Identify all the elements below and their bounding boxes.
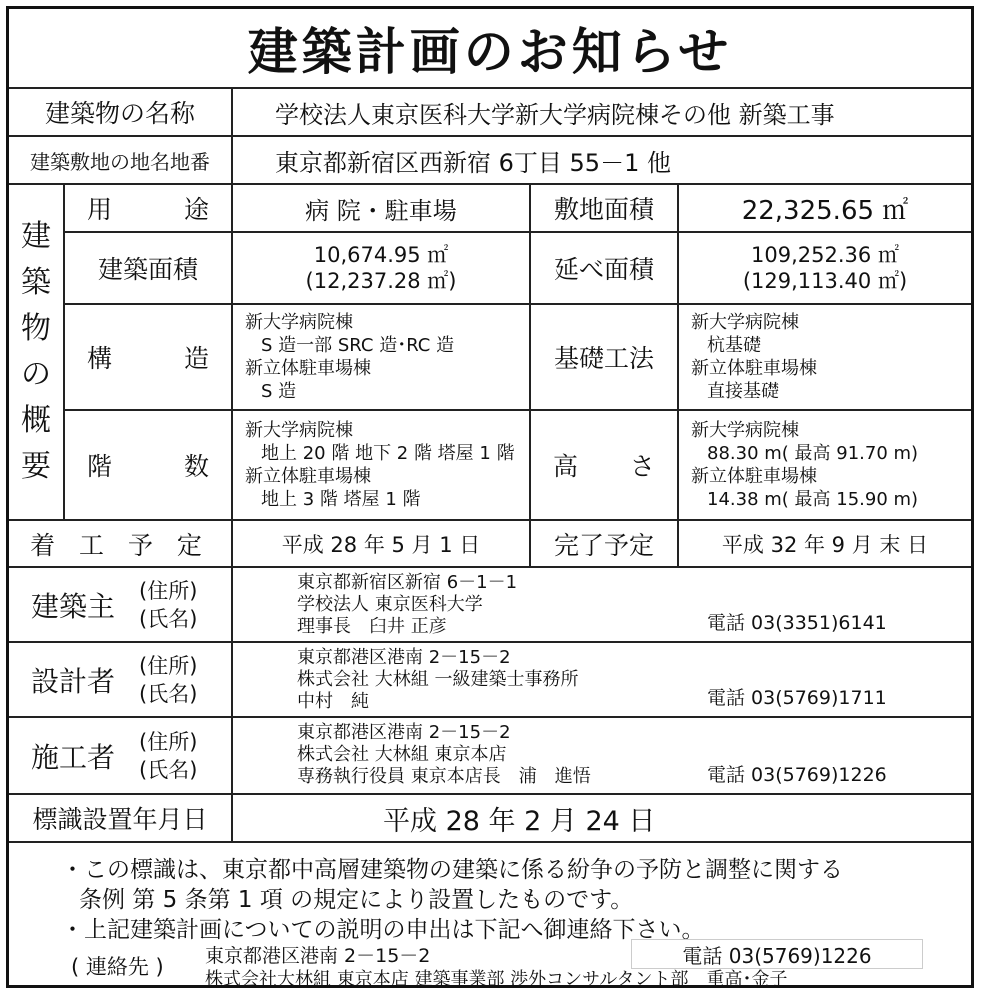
height-label-a: 高 (553, 452, 579, 481)
structure-label (65, 305, 233, 411)
site-area-label: 敷地面積 (531, 185, 679, 233)
overview-label-char: 建 (21, 219, 51, 254)
name-label: (氏名) (139, 757, 198, 782)
contact-label: ( 連絡先 ) (71, 955, 164, 979)
party-line: 株式会社 大林組 一級建築士事務所 (297, 669, 579, 690)
structure-line: 新立体駐車場棟 (245, 358, 371, 379)
party-contractor (9, 718, 971, 795)
contact-address: 東京都港区港南 2－15－2 (205, 945, 431, 967)
floors-line: 新立体駐車場棟 (245, 466, 371, 487)
notice-title: 建築計画のお知らせ (9, 9, 971, 89)
end-value: 平成 32 年 9 月 末 日 (679, 521, 971, 568)
party-designer (9, 643, 971, 718)
site-address-label: 建築敷地の地名地番 (9, 137, 233, 185)
note-line: ・この標識は、東京都中高層建築物の建築に係る紛争の予防と調整に関する (61, 857, 843, 883)
sign-date-label: 標識設置年月日 (9, 795, 233, 843)
party-label: 設計者 (31, 664, 116, 698)
building-area-value (233, 233, 531, 305)
site-area-value: 22,325.65 ㎡ (679, 185, 971, 233)
party-line: 学校法人 東京医科大学 (297, 594, 483, 615)
party-line: 理事長 臼井 正彦 (297, 616, 447, 637)
floor-area-main: 109,252.36 ㎡ (751, 243, 899, 267)
foundation-line: 杭基礎 (707, 335, 761, 356)
structure-label-a: 構 (87, 344, 113, 373)
floor-area-label: 延べ面積 (531, 233, 679, 305)
foundation-line: 直接基礎 (707, 381, 779, 402)
height-label (531, 411, 679, 521)
party-phone: 電話 03(5769)1226 (707, 764, 887, 786)
height-value (679, 411, 971, 521)
building-name-value: 学校法人東京医科大学新大学病院棟その他 新築工事 (233, 89, 971, 137)
floors-label (65, 411, 233, 521)
contact-phone: 電話 03(5769)1226 (682, 943, 872, 968)
floors-line: 地上 3 階 塔屋 1 階 (261, 489, 421, 510)
building-area-main: 10,674.95 ㎡ (313, 243, 449, 267)
overview-label-char: 概 (21, 403, 51, 438)
structure-line: 新大学病院棟 (245, 312, 353, 333)
party-line: 専務執行役員 東京本店長 浦 進悟 (297, 766, 591, 787)
party-line: 東京都新宿区新宿 6－1－1 (297, 572, 518, 593)
use-label-a: 用 (87, 195, 113, 224)
structure-line: S 造 (261, 381, 297, 402)
use-label-b: 途 (183, 195, 209, 224)
start-label: 着 工 予 定 (9, 521, 233, 568)
construction-notice-board (6, 6, 974, 988)
party-line: 株式会社 大林組 東京本店 (297, 744, 507, 765)
foundation-value (679, 305, 971, 411)
floors-label-a: 階 (87, 452, 113, 481)
building-name-label: 建築物の名称 (9, 89, 233, 137)
name-label: (氏名) (139, 681, 198, 706)
address-label: (住所) (139, 578, 198, 603)
floors-line: 地上 20 階 地下 2 階 塔屋 1 階 (261, 443, 515, 464)
foundation-line: 新立体駐車場棟 (691, 358, 817, 379)
floors-line: 新大学病院棟 (245, 420, 353, 441)
building-area-label: 建築面積 (65, 233, 233, 305)
floors-label-b: 数 (183, 452, 209, 481)
party-line: 中村 純 (297, 691, 369, 712)
name-label: (氏名) (139, 606, 198, 631)
party-line: 東京都港区港南 2－15－2 (297, 647, 511, 668)
height-line: 新立体駐車場棟 (691, 466, 817, 487)
structure-line: S 造一部 SRC 造･RC 造 (261, 335, 455, 356)
address-label: (住所) (139, 729, 198, 754)
note-line: 条例 第 5 条第 1 項 の規定により設置したものです。 (79, 887, 634, 913)
height-line: 88.30 m( 最高 91.70 m) (707, 443, 919, 464)
party-label: 施工者 (31, 740, 116, 774)
start-value: 平成 28 年 5 月 1 日 (233, 521, 531, 568)
party-owner (9, 568, 971, 643)
contact-organization: 株式会社大林組 東京本店 建築事業部 渉外コンサルタント部 重高･金子 (205, 969, 788, 990)
overview-label-char: の (21, 357, 51, 392)
sign-date-value: 平成 28 年 2 月 24 日 (233, 795, 971, 843)
foundation-label: 基礎工法 (531, 305, 679, 411)
party-line: 東京都港区港南 2－15－2 (297, 722, 511, 743)
note-line: ・上記建築計画についての説明の申出は下記へ御連絡下さい。 (61, 917, 705, 943)
building-area-paren: (12,237.28 ㎡) (305, 269, 457, 293)
floors-value (233, 411, 531, 521)
floor-area-value (679, 233, 971, 305)
address-label: (住所) (139, 653, 198, 678)
foundation-line: 新大学病院棟 (691, 312, 799, 333)
height-label-b: さ (629, 452, 655, 481)
party-phone: 電話 03(5769)1711 (707, 687, 887, 709)
height-line: 新大学病院棟 (691, 420, 799, 441)
overview-label-char: 要 (21, 449, 51, 484)
end-label: 完了予定 (531, 521, 679, 568)
structure-label-b: 造 (183, 344, 209, 373)
overview-label-char: 物 (21, 311, 51, 346)
structure-value (233, 305, 531, 411)
overview-label-char: 築 (21, 265, 51, 300)
party-phone: 電話 03(3351)6141 (707, 612, 887, 634)
floor-area-paren: (129,113.40 ㎡) (742, 269, 908, 293)
party-label: 建築主 (31, 589, 116, 623)
height-line: 14.38 m( 最高 15.90 m) (707, 489, 919, 510)
site-address-value: 東京都新宿区西新宿 6丁目 55－1 他 (233, 137, 971, 185)
use-value: 病 院・駐車場 (233, 185, 531, 233)
use-label (65, 185, 233, 233)
overview-label (9, 185, 65, 521)
notes-section (9, 843, 971, 990)
